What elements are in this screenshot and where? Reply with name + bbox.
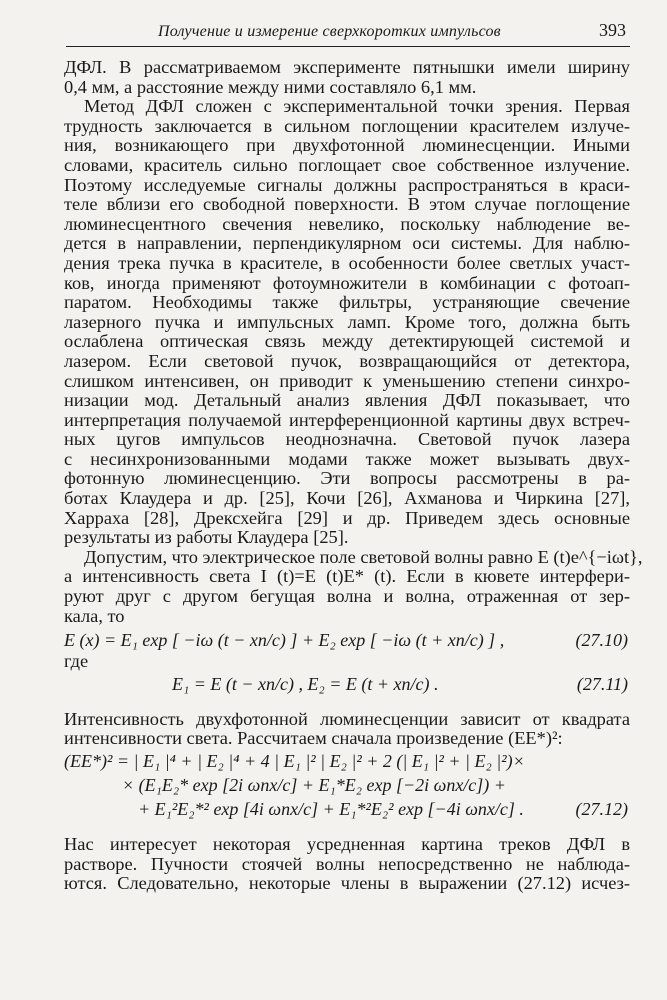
text-line: словами, краситель сильно поглощает свое собственное излучение. (64, 154, 630, 175)
text-line: низации мод. Детальный анализ явления ДФЛ показывает, что (64, 390, 630, 411)
text-line: фотонную люминесценцию. Эти вопросы рассмотрены в ра- (64, 468, 630, 489)
text-line: руют друг с другом бегущая волна и волна, отраженная от зер- (64, 586, 630, 607)
paragraph-3 (64, 546, 643, 626)
equation-expression: E₁ = E (t − xn/c) , E₂ = E (t + xn/c) . (172, 673, 439, 694)
text-line: а интенсивность света I (t)=E (t)E* (t). Если в кювете интерфери- (64, 566, 630, 587)
equation-line-last (64, 797, 630, 821)
equation-27-11 (64, 672, 630, 696)
equation-number: (27.11) (576, 673, 628, 694)
text-line: интерпретация получаемой интерференционной картины двух встреч- (64, 409, 630, 430)
text-line: Метод ДФЛ сложен с экспериментальной точки зрения. Первая (84, 96, 630, 117)
text-line: интенсивности света. Рассчитаем сначала произведение (EE*)²: (64, 728, 563, 749)
running-head: Получение и измерение сверхкоротких импульсов (158, 23, 501, 40)
page-number: 393 (599, 20, 626, 40)
text-line: ков, иногда применяют фотоумножители в комбинации с фотоап- (64, 272, 630, 293)
equation-27-12 (64, 749, 630, 821)
text-line: с несинхронизованными модами также может вызывать двух- (64, 448, 630, 469)
running-header (66, 18, 630, 47)
text-line: ботах Клаудера и др. [25], Кочи [26], Ахманова и Чиркина [27], (64, 488, 630, 509)
equation-number: (27.12) (575, 799, 628, 819)
equation-expression: E (x) = E₁ exp [ −iω (t − xn/c) ] + E₂ exp [ −iω (t + xn/c) ] , (64, 630, 505, 651)
text-line: слишком интенсивен, он приводит к уменьшению степени синхро- (64, 370, 630, 391)
text-line: ных цугов импульсов неоднозначна. Световой пучок лазера (64, 429, 630, 450)
paragraph-2 (64, 97, 630, 548)
text-line: растворе. Пучности стоячей волны непосредственно не наблюда- (64, 853, 630, 874)
text-line: 0,4 мм, а расстояние между ними составляло 6,1 мм. (64, 76, 477, 97)
text-line: где (64, 651, 89, 672)
text-line: дется в направлении, перпендикулярном оси системы. Для наблю- (64, 233, 630, 254)
paragraph-1 (64, 58, 630, 97)
paragraph-5 (64, 835, 630, 894)
equation-number: (27.10) (575, 630, 628, 651)
equation-27-10 (64, 628, 630, 652)
text-line: люминесцентного свечения невелико, поскольку наблюдение ве- (64, 213, 630, 234)
text-line: ослаблена оптическая связь между детектирующей системой и (64, 331, 630, 352)
text-line: паратом. Необходимы также фильтры, устраняющие свечение (64, 292, 630, 313)
equation-line: × (E₁E₂* exp [2i ωnx/c] + E₁*E₂ exp [−2i ωnx/c]) + (122, 775, 506, 795)
text-line: Допустим, что электрическое поле световой волны равно E (t)e^{−iωt}, (84, 546, 643, 567)
text-line: ния, возникающего при двухфотонной люминесценции. Иными (64, 135, 630, 156)
text-line: Нас интересует некоторая усредненная картина треков ДФЛ в (64, 834, 630, 854)
text-line: трудность заключается в сильном поглощении красителем излуче- (64, 115, 630, 136)
text-line: Интенсивность двухфотонной люминесценции зависит от квадрата (64, 708, 630, 729)
text-line: кала, то (64, 605, 125, 626)
text-line: ются. Следовательно, некоторые члены в выражении (27.12) исчез- (64, 873, 630, 894)
paragraph-4 (64, 710, 630, 749)
text-line: Харраха [28], Дрексхейга [29] и др. Приведем здесь основные (64, 507, 630, 528)
text-line: Поэтому исследуемые сигналы должны распространяться в краси- (64, 174, 630, 195)
text-line: теле вблизи его свободной поверхности. В этом случае поглощение (64, 194, 630, 215)
text-line: результаты из работы Клаудера [25]. (64, 527, 349, 548)
equation-line: (EE*)² = | E₁ |⁴ + | E₂ |⁴ + 4 | E₁ |² | E₂ |² + 2 (| E₁ |² + | E₂ |²)× (64, 751, 525, 771)
page-body (64, 57, 643, 894)
text-line: лазером. Если световой пучок, возвращающийся от детектора, (64, 350, 630, 371)
equation-expression: + E₁²E₂*² exp [4i ωnx/c] + E₁*²E₂² exp [−4i ωnx/c] . (138, 799, 524, 819)
text-line: дения трека пучка в красителе, в особенности более светлых участ- (64, 252, 630, 273)
text-line: лазерного пучка и импульсных ламп. Кроме того, должна быть (64, 311, 630, 332)
text-line: ДФЛ. В рассматриваемом эксперименте пятнышки имели ширину (64, 57, 630, 77)
